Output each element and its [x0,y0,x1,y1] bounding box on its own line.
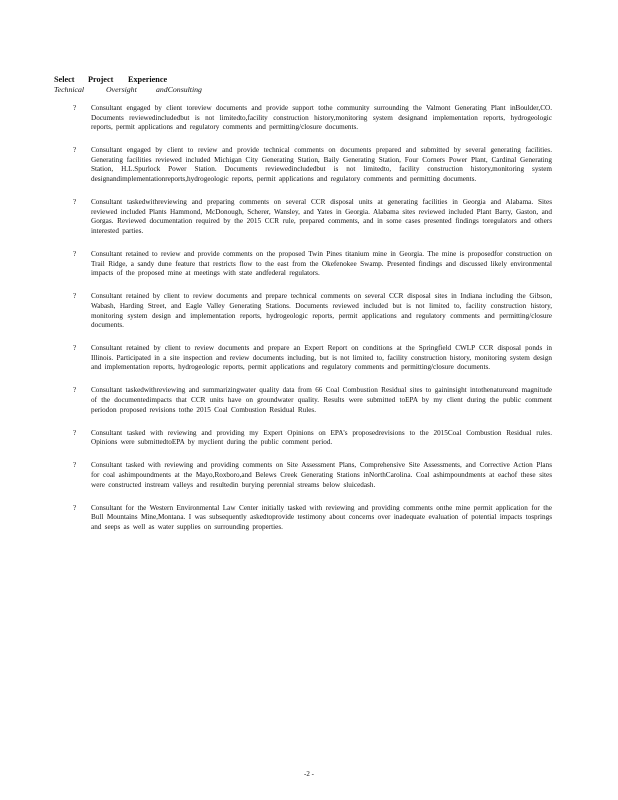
list-item-text: Consultant taskedwithreviewing and preparing comments on several CCR disposal units at generating facilities in Georgia and Alabama. Sites reviewed included Plants Hammond, McDonough, Scherer, Wansley, and Yates in Georgia. Alabama sites reviewed included Plant Barry, Gaston, and Gorgas. Reviewed documentation required by the 2015 CCR rule, prepared comments, and in some cases presented findings toregulators and others interested parties. [91,198,552,235]
bullet-glyph: ? [73,198,77,207]
list-item [0,461,618,490]
list-item-text: Consultant retained by client to review documents and prepare an Expert Report on conditions at the Springfield CWLP CCR disposal ponds in Illinois. Participated in a site inspection and review documents including, but is not limited to, facility construction history, monitoring system design and implementation reports, hydrogeologic reports, permit applications and regulatory comments and permitting/closure documents. [91,344,552,372]
section-subtitle [54,85,574,95]
bullet-glyph: ? [73,344,77,353]
list-item [0,292,618,330]
bullet-glyph: ? [73,386,77,395]
list-item-text: Consultant tasked with reviewing and providing my Expert Opinions on EPA's proposedrevisions to the 2015Coal Combustion Residual rules. Opinions were submittedtoEPA by myclient during the public comment period. [91,428,552,447]
bullet-glyph: ? [73,250,77,259]
section-header [54,74,574,95]
subtitle-word-consulting: andConsulting [156,85,202,94]
list-item [0,198,618,236]
bullet-glyph: ? [73,428,77,437]
list-item-text: Consultant engaged by client toreview documents and provide support tothe community surrounding the Valmont Generating Plant inBoulder,CO. Documents reviewedincludedbut is not limitedto,facility construction history,monitoring system designand implementation reports, hydrogeologic reports, permit applications and regulatory comments and permitting/closure documents. [91,104,552,132]
list-item-text: Consultant tasked with reviewing and providing comments on Site Assessment Plans, Comprehensive Site Assessments, and Corrective Action Plans for coal ashimpoundments at the Mayo,Roxboro,and Belews Creek Generating Stations inNorthCarolina. Coal ashimpoundments at eachof these sites were constructed instream valleys and resultedin burying perennial streams below sluicedash. [91,461,552,489]
bullet-glyph: ? [73,461,77,470]
title-word-select: Select [54,75,75,84]
subtitle-word-technical: Technical [54,85,85,94]
list-item-text: Consultant taskedwithreviewing and summarizingwater quality data from 66 Coal Combustion Residual sites to gaininsight intothenatureand magnitude of the documentedimpacts that CCR units have on groundwater quality. Results were submitted toEPA by my client during the public comment periodon proposed revisions tothe 2015 Coal Combustion Residual Rules. [91,386,552,414]
experience-list [0,104,618,546]
list-item [0,344,618,373]
list-item [0,104,618,133]
list-item-text: Consultant retained to review and provide comments on the proposed Twin Pines titanium mine in Georgia. The mine is proposedfor construction on Trail Ridge, a sandy dune feature that restricts flow to the east from the Okefenokee Swamp. Presented findings and discussed likely environmental impacts of the proposed mine at meetings with state andfederal regulators. [91,250,552,278]
title-word-experience: Experience [128,75,168,84]
bullet-glyph: ? [73,503,77,512]
list-item-text: Consultant engaged by client to review and provide technical comments on documents prepared and submitted by several generating facilities. Generating facilities reviewed included Michigan City Generating Station, Baily Generating Station, Four Corners Power Plant, Cardinal Generating Station, H.L.Spurlock Power Station. Documents reviewedincludedbut is not limitedto, facility construction history,monitoring system designandimplementationreports,hydrogeologic reports, permit applications and regulatory comments and permitting documents. [91,146,552,184]
page-number: -2 - [304,770,314,778]
list-item [0,146,618,184]
title-word-project: Project [88,75,114,84]
subtitle-word-oversight: Oversight [106,85,137,94]
bullet-glyph: ? [73,146,77,155]
bullet-glyph: ? [73,104,77,112]
bullet-glyph: ? [73,292,77,301]
list-item-text: Consultant for the Western Environmental Law Center initially tasked with reviewing and providing comments onthe mine permit application for the Bull Mountains Mine,Montana. I was subsequently askedtoprovide testimony about concerns over inadequate evaluation of potential impacts tosprings and seeps as well as water supplies on surrounding properties. [91,503,552,531]
list-item [0,504,618,533]
list-item [0,386,618,415]
section-title [54,74,574,85]
list-item [0,429,618,448]
list-item-text: Consultant retained by client to review documents and prepare technical comments on several CCR disposal sites in Indiana including the Gibson, Wabash, Harding Street, and Eagle Valley Generating Stations. Documents reviewed included but is not limited to, facility construction history, monitoring system design and implementation reports, hydrogeologic reports, permit applications and regulatory comments and permitting/closure documents. [91,292,552,330]
list-item [0,250,618,279]
